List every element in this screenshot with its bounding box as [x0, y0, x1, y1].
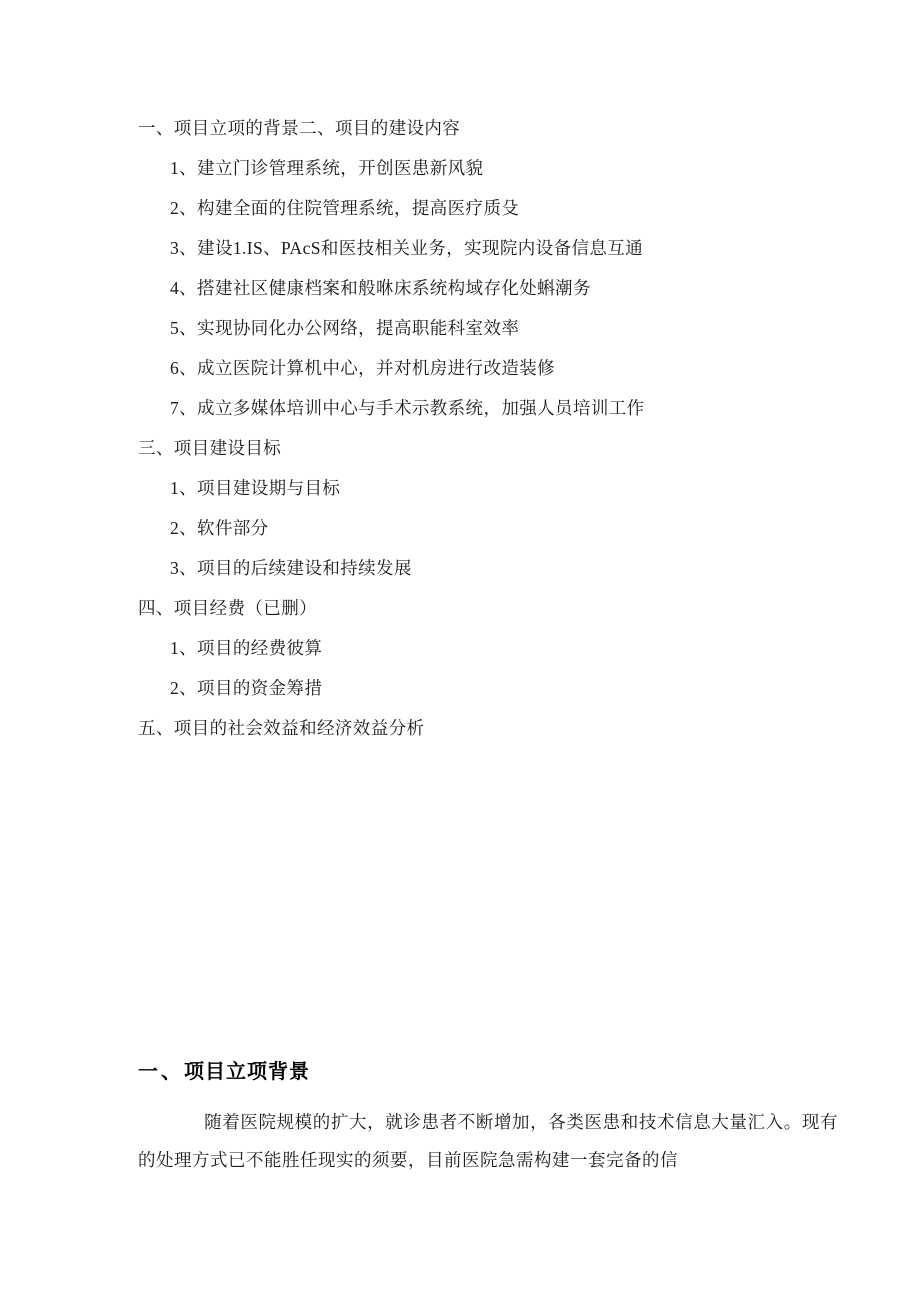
toc-entry[interactable]: 7、成立多媒体培训中心与手术示教系统，加强人员培训工作	[170, 398, 645, 418]
body-section	[138, 1055, 838, 1179]
toc-entry[interactable]: 1、建立门诊管理系统，开创医患新风貌	[170, 158, 484, 178]
toc-entry[interactable]: 5、实现协同化办公网络，提高职能科室效率	[170, 318, 520, 338]
section-number: 一、	[138, 1061, 184, 1083]
toc-entry[interactable]: 3、建设1.IS、PAcS和医技相关业务，实现院内设备信息互通	[170, 238, 644, 258]
toc-entry[interactable]: 一、项目立项的背景二、项目的建设内容	[138, 118, 461, 138]
toc-entry[interactable]: 3、项目的后续建设和持续发展	[170, 558, 412, 578]
paragraph-text: 随着医院规模的扩大，就诊患者不断增加，各类医患和技术信息大量汇入。现有的处理方式已不能胜任现实的须要，目前医院急需构建一套完备的信	[138, 1112, 838, 1170]
toc-entry[interactable]: 2、构建全面的住院管理系统，提高医疗质殳	[170, 198, 520, 218]
section-title: 项目立项背景	[184, 1061, 310, 1083]
toc-entry[interactable]: 1、项目的经费彼算	[170, 638, 323, 658]
table-of-contents	[138, 108, 838, 748]
toc-entry[interactable]: 四、项目经费（已删）	[138, 598, 317, 618]
toc-entry[interactable]: 6、成立医院计算机中心，并对机房进行改造装修	[170, 358, 556, 378]
page-title	[138, 1055, 838, 1089]
toc-entry[interactable]: 2、项目的资金筹措	[170, 678, 323, 698]
toc-entry[interactable]: 五、项目的社会效益和经济效益分析	[138, 718, 425, 738]
body-paragraph	[138, 1103, 838, 1179]
toc-entry[interactable]: 1、项目建设期与目标	[170, 478, 341, 498]
toc-entry[interactable]: 三、项目建设目标	[138, 438, 282, 458]
toc-entry[interactable]: 4、搭建社区健康档案和般咻床系统构域存化处蝌潮务	[170, 278, 591, 298]
toc-entry[interactable]: 2、软件部分	[170, 518, 269, 538]
